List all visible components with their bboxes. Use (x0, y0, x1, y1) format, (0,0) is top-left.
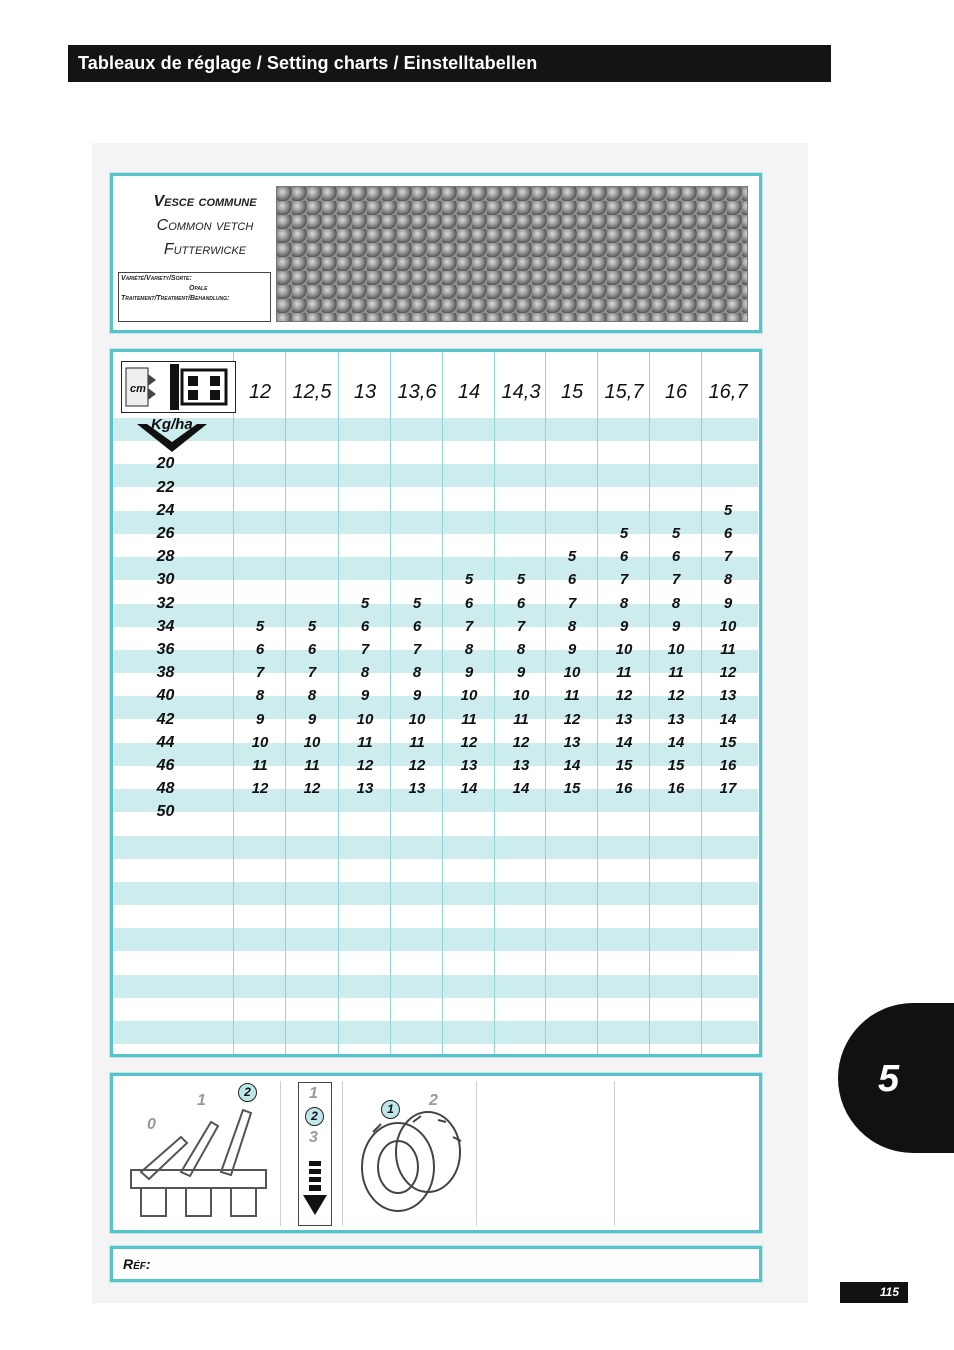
kg-ha-label: Kg/ha (151, 416, 193, 433)
setting-cell: 7 (464, 617, 474, 635)
chapter-number: 5 (878, 1058, 900, 1100)
setting-cell: 8 (255, 687, 265, 705)
setting-cell: 9 (723, 594, 733, 612)
setting-cell: 13 (408, 780, 426, 798)
setting-cell: 11 (668, 664, 684, 682)
setting-cell: 9 (360, 687, 370, 705)
seed-panel (110, 173, 762, 333)
setting-cell: 5 (412, 594, 422, 612)
setting-cell: 8 (671, 594, 681, 612)
rate-label: 26 (156, 525, 175, 542)
setting-cell: 14 (563, 757, 581, 774)
divider (614, 1081, 615, 1226)
setting-cell: 6 (464, 594, 474, 612)
seed-name-fr: Vesce commune (153, 193, 257, 210)
settings-table (110, 349, 762, 1057)
setting-cell: 5 (567, 548, 577, 566)
column-header: 13 (353, 381, 377, 403)
gear-step-3: 3 (309, 1129, 318, 1146)
setting-cell: 7 (307, 664, 317, 682)
setting-cell: 5 (464, 571, 474, 589)
setting-cell: 6 (567, 571, 577, 589)
setting-cell: 10 (563, 664, 581, 682)
page-number-text: 115 (879, 1285, 899, 1299)
setting-cell: 15 (563, 780, 581, 798)
setting-cell: 7 (567, 594, 577, 612)
table-row-band (113, 882, 758, 905)
rate-label: 20 (156, 455, 175, 473)
setting-cell: 14 (460, 780, 478, 798)
page-title: Tableaux de réglage / Setting charts / Einstelltabellen (78, 53, 538, 73)
gear-step-selected: 2 (305, 1107, 324, 1126)
column-header: 15 (560, 381, 584, 403)
setting-cell: 12 (356, 757, 374, 774)
page-number (840, 1282, 908, 1303)
setting-cell: 11 (720, 641, 736, 658)
divider (342, 1081, 343, 1226)
rate-label: 34 (156, 617, 175, 635)
setting-cell: 12 (251, 780, 269, 798)
setting-cell: 5 (723, 501, 733, 519)
ref-label: Réf: (123, 1256, 151, 1272)
setting-cell: 12 (408, 757, 426, 774)
lever-pos-1: 1 (197, 1092, 206, 1109)
setting-cell: 14 (512, 780, 530, 798)
setting-cell: 9 (464, 664, 474, 682)
implement-icon (121, 361, 236, 413)
rate-label: 42 (156, 710, 175, 728)
lever-position-icon (121, 1082, 276, 1227)
setting-cell: 5 (671, 525, 681, 542)
column-header: 14,3 (501, 381, 541, 403)
setting-cell: 9 (307, 710, 317, 728)
setting-cell: 6 (360, 617, 370, 635)
variety-box (118, 272, 271, 322)
setting-cell: 5 (255, 617, 265, 635)
setting-cell: 11 (304, 757, 320, 774)
rate-label: 32 (156, 594, 175, 612)
divider (280, 1081, 281, 1226)
setting-cell: 10 (251, 733, 269, 751)
table-row-band (113, 859, 758, 882)
setting-cell: 10 (460, 687, 478, 705)
setting-cell: 12 (460, 733, 478, 751)
seed-photo (276, 186, 748, 322)
setting-cell: 14 (667, 733, 685, 751)
setting-cell: 10 (512, 687, 530, 705)
setting-cell: 12 (719, 664, 737, 682)
setting-cell: 5 (619, 525, 629, 542)
wheel-pos-2: 2 (429, 1092, 438, 1109)
header-bar (68, 45, 831, 82)
column-header: 13,6 (397, 381, 437, 403)
setting-cell: 13 (563, 733, 581, 751)
setting-cell: 11 (357, 733, 373, 751)
setting-cell: 11 (252, 757, 268, 774)
table-row-band (113, 836, 758, 859)
column-header: 15,7 (604, 381, 644, 403)
setting-cell: 8 (516, 641, 526, 658)
setting-cell: 12 (303, 780, 321, 798)
setting-cell: 10 (303, 733, 321, 751)
setting-cell: 17 (719, 780, 737, 798)
variety-label: Variété/Variety/Sorte: (121, 275, 192, 282)
setting-cell: 11 (616, 664, 632, 682)
rate-label: 30 (156, 571, 175, 589)
setting-cell: 11 (409, 733, 425, 751)
column-header: 14 (457, 381, 481, 403)
setting-cell: 10 (356, 710, 374, 728)
gear-step-1: 1 (309, 1085, 318, 1102)
setting-cell: 16 (667, 780, 685, 798)
setting-cell: 13 (719, 687, 737, 705)
variety-value: Opale (189, 285, 208, 292)
setting-cell: 8 (464, 641, 474, 658)
column-header: 12,5 (292, 381, 332, 403)
column-header: 16 (664, 381, 688, 403)
setting-cell: 13 (460, 757, 478, 774)
setting-cell: 11 (461, 710, 477, 728)
rate-label: 28 (156, 548, 175, 566)
setting-cell: 8 (619, 594, 629, 612)
rate-label: 22 (156, 478, 175, 496)
setting-cell: 12 (512, 733, 530, 751)
setting-cell: 9 (619, 617, 629, 635)
setting-cell: 7 (723, 548, 733, 566)
setting-cell: 13 (512, 757, 530, 774)
seed-name (135, 190, 275, 262)
setting-cell: 10 (408, 710, 426, 728)
setting-cell: 12 (667, 687, 685, 705)
table-row-band (113, 952, 758, 975)
divider (476, 1081, 477, 1226)
lever-pos-0: 0 (147, 1116, 156, 1133)
setting-cell: 10 (667, 641, 685, 658)
setting-cell: 7 (619, 571, 629, 589)
setting-sheet (92, 143, 808, 1303)
setting-cell: 11 (513, 710, 529, 728)
table-row-band (113, 418, 758, 441)
setting-cell: 16 (615, 780, 633, 798)
setting-cell: 9 (412, 687, 422, 705)
treatment-label: Traitement/Treatment/Behandlung: (121, 295, 230, 302)
table-row-band (113, 488, 758, 511)
table-row-band (113, 928, 758, 951)
table-row-band (113, 812, 758, 835)
setting-cell: 10 (615, 641, 633, 658)
column-header: 16,7 (708, 381, 748, 403)
rate-label: 24 (156, 501, 175, 519)
rate-label: 50 (156, 803, 175, 821)
setting-cell: 7 (360, 641, 370, 658)
setting-cell: 7 (671, 571, 681, 589)
setting-cell: 13 (356, 780, 374, 798)
table-row-band (113, 464, 758, 487)
table-row-band (113, 998, 758, 1021)
setting-cell: 8 (307, 687, 317, 705)
setting-cell: 11 (564, 687, 580, 705)
setting-cell: 15 (667, 757, 685, 774)
setting-cell: 15 (615, 757, 633, 774)
setting-cell: 13 (615, 710, 633, 728)
setting-cell: 12 (615, 687, 633, 705)
setting-cell: 7 (412, 641, 422, 658)
setting-cell: 9 (567, 641, 577, 658)
setting-cell: 16 (719, 757, 737, 774)
setting-cell: 8 (567, 617, 577, 635)
setting-cell: 8 (723, 571, 733, 589)
setting-cell: 6 (671, 548, 681, 566)
gear-step-icon (298, 1082, 332, 1226)
setting-cell: 12 (563, 710, 581, 728)
column-header: 12 (248, 381, 272, 403)
rate-label: 48 (156, 780, 175, 798)
table-row-band (113, 1021, 758, 1044)
table-row-band (113, 975, 758, 998)
lever-pos-selected: 2 (238, 1083, 257, 1102)
setting-cell: 8 (360, 664, 370, 682)
setting-cell: 9 (255, 710, 265, 728)
setting-cell: 13 (667, 710, 685, 728)
wheel-drive-icon (353, 1082, 471, 1224)
setting-cell: 7 (255, 664, 265, 682)
chapter-tab (838, 1003, 954, 1153)
setting-cell: 6 (619, 548, 629, 566)
seed-name-en: Common vetch (156, 217, 254, 234)
table-row-band (113, 905, 758, 928)
cm-label: cm (130, 383, 146, 395)
setting-cell: 7 (516, 617, 526, 635)
wheel-pos-selected: 1 (381, 1100, 400, 1119)
setting-cell: 10 (719, 617, 737, 635)
setting-cell: 6 (255, 641, 265, 658)
setting-cell: 5 (360, 594, 370, 612)
setting-cell: 6 (307, 641, 317, 658)
setting-cell: 8 (412, 664, 422, 682)
seed-name-de: Futterwicke (163, 241, 247, 258)
setting-cell: 9 (671, 617, 681, 635)
rate-label: 36 (156, 641, 175, 658)
setting-cell: 9 (516, 664, 526, 682)
setting-cell: 6 (412, 617, 422, 635)
ref-panel (110, 1246, 762, 1282)
setting-cell: 15 (719, 733, 737, 751)
setting-cell: 14 (615, 733, 633, 751)
setting-cell: 6 (723, 525, 733, 542)
rate-label: 38 (156, 664, 175, 682)
setting-cell: 5 (307, 617, 317, 635)
table-row-band (113, 1044, 758, 1057)
setting-cell: 14 (719, 710, 737, 728)
setting-cell: 5 (516, 571, 526, 589)
settings-icons-panel (110, 1073, 762, 1233)
rate-label: 46 (156, 757, 175, 774)
setting-cell: 6 (516, 594, 526, 612)
rate-label: 44 (156, 733, 175, 751)
rate-label: 40 (156, 687, 175, 705)
table-row-band (113, 441, 758, 464)
kg-ha-arrow-icon (135, 418, 209, 456)
